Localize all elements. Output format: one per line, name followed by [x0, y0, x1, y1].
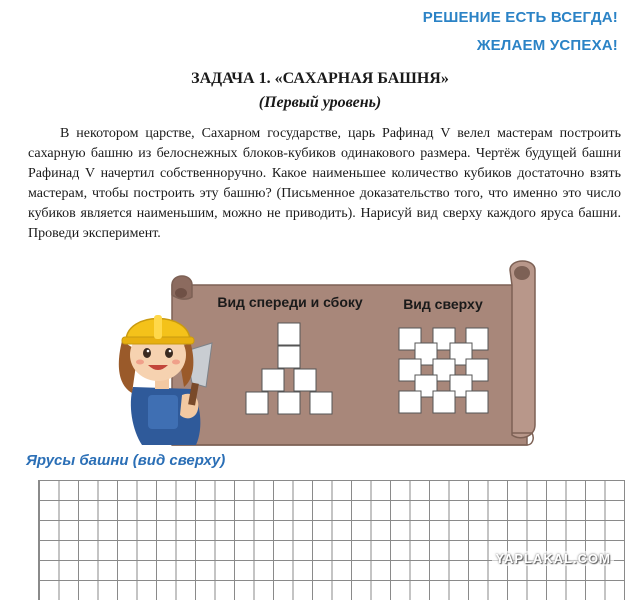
top-view-cube — [466, 391, 488, 413]
front-view-cube — [294, 369, 316, 391]
drawing-grid[interactable] — [38, 480, 625, 600]
front-view-cube — [278, 392, 300, 414]
top-view-cube — [433, 391, 455, 413]
top-view — [399, 328, 488, 413]
watermark: YAPLAKAL.COM — [492, 551, 614, 566]
task-text: В некотором царстве, Сахарном государстве, царь Рафинад V велел мастерам построить сахарную башню из белоснежных блоков-кубиков одинакового размера. Чертёж будущей башни Рафинад V начертил собственноручно. Какое наименьшее количество кубиков достаточно взять мастерам, чтобы построить эту башню? (Письменное доказательство того, что именно это число кубиков является наименьшим, можно не приводить). Нарисуй вид сверху каждого яруса башни. Проведи эксперимент. — [28, 126, 621, 241]
illustration — [0, 255, 640, 455]
front-view-cube — [278, 346, 300, 368]
front-view-cube — [278, 323, 300, 345]
front-side-view-label: Вид спереди и сбоку — [217, 294, 363, 310]
front-view-cube — [262, 369, 284, 391]
illustration-svg — [0, 255, 640, 455]
slogan-line-2: ЖЕЛАЕМ УСПЕХА! — [476, 37, 618, 54]
slogan-line-1: РЕШЕНИЕ ЕСТЬ ВСЕГДА! — [422, 9, 618, 26]
front-view-cube — [246, 392, 268, 414]
top-view-cube — [399, 391, 421, 413]
top-view-label: Вид сверху — [403, 296, 483, 312]
front-view-cube — [310, 392, 332, 414]
task-text-block — [28, 124, 621, 244]
task-title: ЗАДАЧА 1. «САХАРНАЯ БАШНЯ» — [191, 70, 449, 87]
task-level: (Первый уровень) — [258, 94, 382, 111]
tiers-label: Ярусы башни (вид сверху) — [26, 452, 226, 469]
scroll-banner — [172, 261, 535, 445]
